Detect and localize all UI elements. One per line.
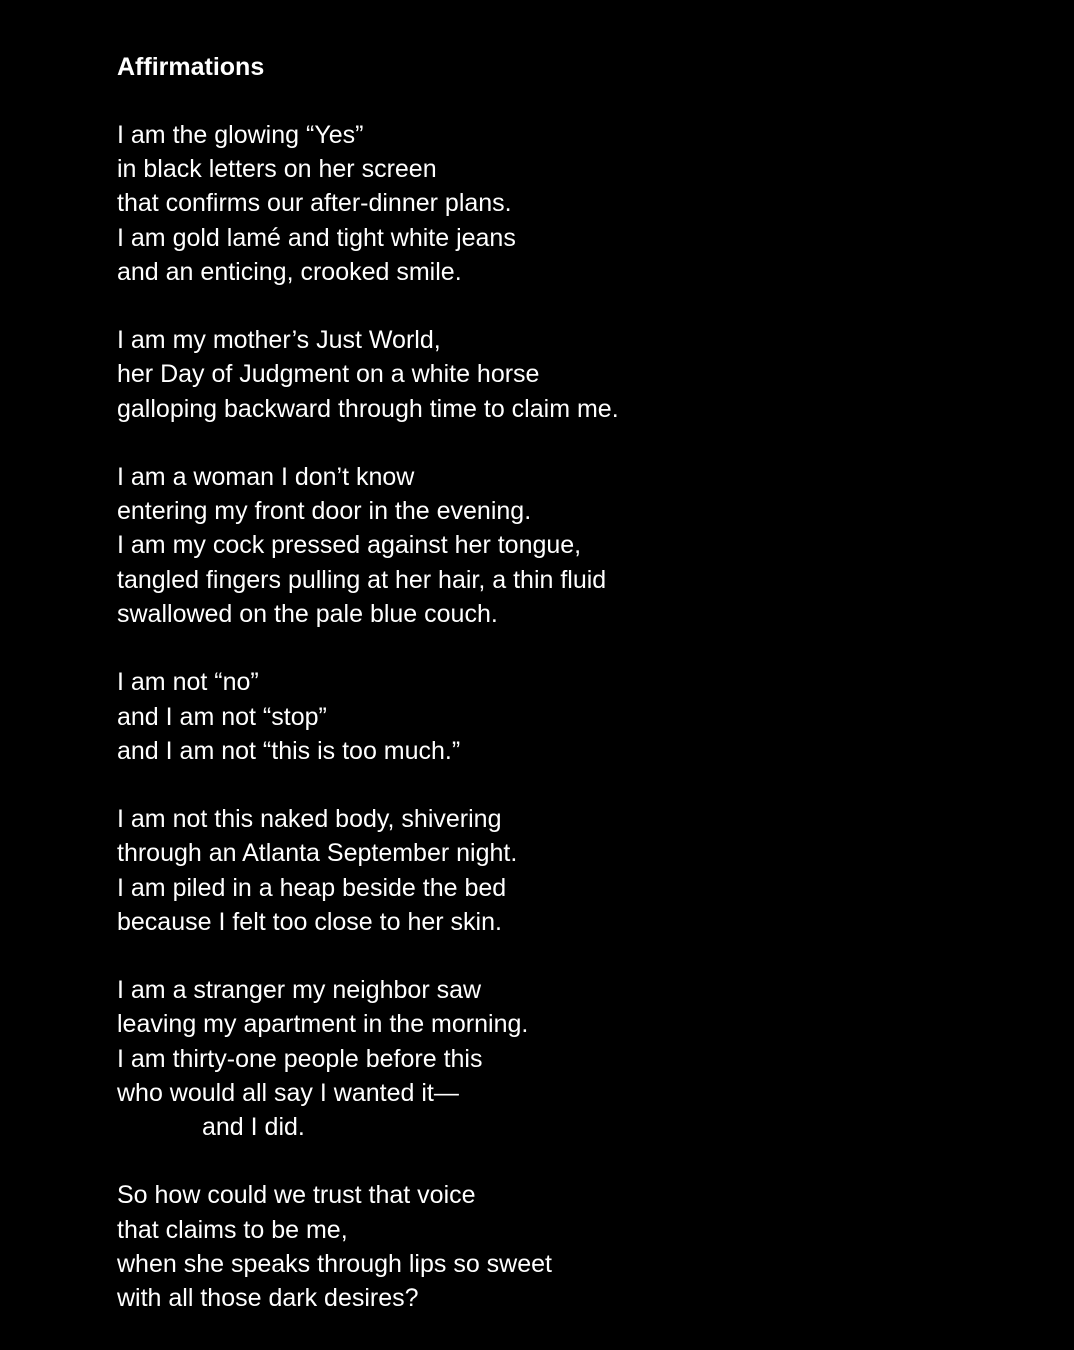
poem-line: that claims to be me, — [117, 1215, 348, 1244]
stanza-5 — [117, 802, 1017, 939]
poem-line: So how could we trust that voice — [117, 1181, 476, 1210]
poem-line: leaving my apartment in the morning. — [117, 1010, 529, 1039]
poem-line: I am a woman I don’t know — [117, 463, 415, 492]
poem-line: I am thirty-one people before this — [117, 1044, 483, 1073]
poem-title: Affirmations — [117, 53, 265, 81]
stanza-1 — [117, 118, 1017, 289]
stanza-3 — [117, 460, 1017, 631]
poem-line: I am my cock pressed against her tongue, — [117, 531, 582, 560]
poem — [117, 50, 1017, 1350]
poem-line: I am gold lamé and tight white jeans — [117, 223, 516, 252]
poem-line: galloping backward through time to claim me. — [117, 394, 619, 423]
poem-line: through an Atlanta September night. — [117, 839, 518, 868]
poem-line-indented: and I did. — [202, 1112, 305, 1141]
poem-line: her Day of Judgment on a white horse — [117, 360, 540, 389]
poem-line: when she speaks through lips so sweet — [117, 1249, 552, 1278]
stanza-4 — [117, 665, 1017, 768]
poem-line: I am not this naked body, shivering — [117, 805, 502, 834]
poem-line: I am not “no” — [117, 668, 259, 697]
poem-line: I am piled in a heap beside the bed — [117, 873, 507, 902]
stanza-2 — [117, 323, 1017, 426]
poem-line: and an enticing, crooked smile. — [117, 257, 462, 286]
stanza-7 — [117, 1178, 1017, 1315]
poem-line: that confirms our after-dinner plans. — [117, 189, 512, 218]
poem-line: I am a stranger my neighbor saw — [117, 976, 482, 1005]
poem-line: in black letters on her screen — [117, 155, 437, 184]
poem-line: with all those dark desires? — [117, 1284, 419, 1313]
poem-line: who would all say I wanted it— — [117, 1078, 459, 1107]
poem-line: entering my front door in the evening. — [117, 497, 532, 526]
stanza-6 — [117, 973, 1017, 1144]
poem-line: tangled fingers pulling at her hair, a thin fluid — [117, 565, 607, 594]
poem-line: and I am not “this is too much.” — [117, 736, 461, 765]
poem-line: I am the glowing “Yes” — [117, 121, 364, 149]
poem-line: and I am not “stop” — [117, 702, 327, 731]
poem-line: because I felt too close to her skin. — [117, 907, 502, 936]
poem-line: I am my mother’s Just World, — [117, 326, 441, 355]
poem-line: swallowed on the pale blue couch. — [117, 599, 498, 628]
